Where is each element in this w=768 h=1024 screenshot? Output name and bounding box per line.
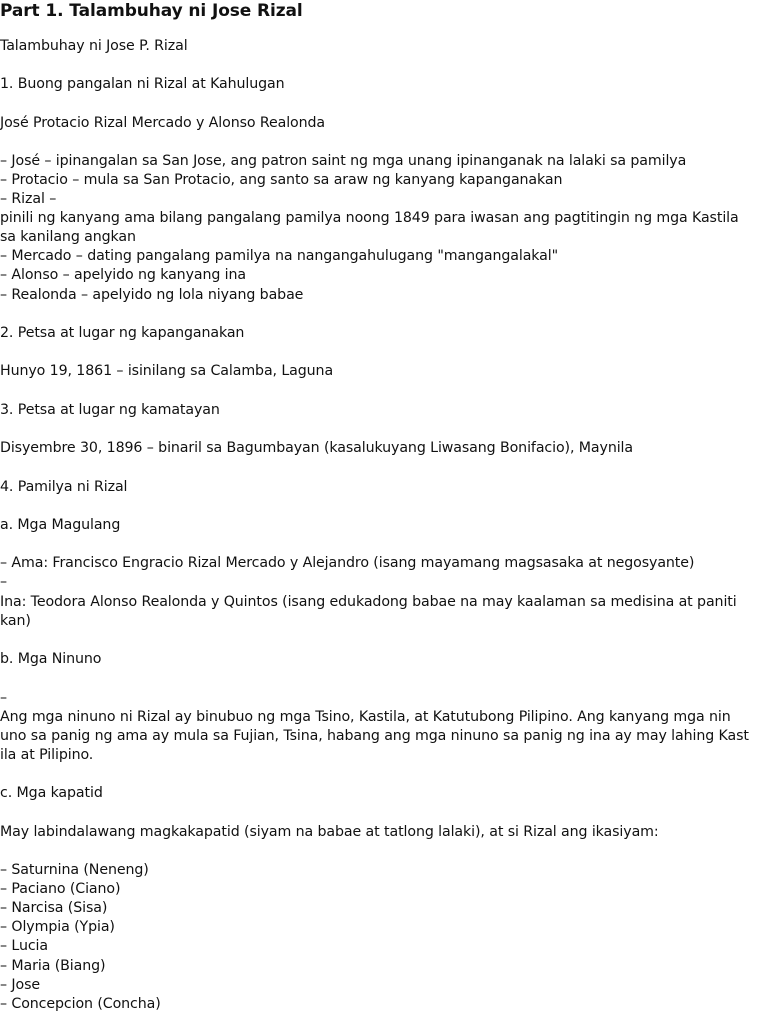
name-meaning-line: pinili ng kanyang ama bilang pangalang pamilya noong 1849 para iwasan ang pagtitingin ng mga Kastila bbox=[0, 210, 739, 226]
ancestors-line: – bbox=[0, 690, 7, 706]
sibling-item: – Narcisa (Sisa) bbox=[0, 900, 108, 916]
birth-info: Hunyo 19, 1861 – isinilang sa Calamba, Laguna bbox=[0, 363, 334, 379]
name-meaning-line: – Mercado – dating pangalang pamilya na nangangahulugang "mangangalakal" bbox=[0, 248, 559, 264]
sibling-item: – Maria (Biang) bbox=[0, 958, 106, 974]
sibling-item: – Saturnina (Neneng) bbox=[0, 862, 149, 878]
sibling-item: – Concepcion (Concha) bbox=[0, 996, 161, 1012]
name-meaning-line: – Realonda – apelyido ng lola niyang babae bbox=[0, 287, 304, 303]
parents-line: kan) bbox=[0, 613, 31, 629]
parents-line: – Ama: Francisco Engracio Rizal Mercado y Alejandro (isang mayamang magsasaka at negosyante) bbox=[0, 555, 695, 571]
parents-line: – bbox=[0, 574, 7, 590]
sibling-item: – Olympia (Ypia) bbox=[0, 919, 115, 935]
ancestors-line: ila at Pilipino. bbox=[0, 747, 94, 763]
sibling-item: – Lucia bbox=[0, 938, 48, 954]
death-info: Disyembre 30, 1896 – binaril sa Bagumbayan (kasalukuyang Liwasang Bonifacio), Maynila bbox=[0, 440, 633, 456]
subheading-parents: a. Mga Magulang bbox=[0, 517, 121, 533]
name-meaning-line: – Rizal – bbox=[0, 191, 57, 207]
sibling-item: – Jose bbox=[0, 977, 40, 993]
section-heading-2: 2. Petsa at lugar ng kapanganakan bbox=[0, 325, 245, 341]
section-heading-3: 3. Petsa at lugar ng kamatayan bbox=[0, 402, 220, 418]
page-title: Part 1. Talambuhay ni Jose Rizal bbox=[0, 1, 303, 21]
subheading-siblings: c. Mga kapatid bbox=[0, 785, 103, 801]
name-meaning-line: – José – ipinangalan sa San Jose, ang patron saint ng mga unang ipinanganak na lalaki sa pamilya bbox=[0, 153, 687, 169]
ancestors-line: Ang mga ninuno ni Rizal ay binubuo ng mga Tsino, Kastila, at Katutubong Pilipino. Ang kanyang mga nin bbox=[0, 709, 731, 725]
section-heading-4: 4. Pamilya ni Rizal bbox=[0, 479, 128, 495]
name-meaning-line: – Protacio – mula sa San Protacio, ang santo sa araw ng kanyang kapanganakan bbox=[0, 172, 563, 188]
section-heading-1: 1. Buong pangalan ni Rizal at Kahulugan bbox=[0, 76, 285, 92]
siblings-intro: May labindalawang magkakapatid (siyam na babae at tatlong lalaki), at si Rizal ang ikasiyam: bbox=[0, 824, 659, 840]
parents-line: Ina: Teodora Alonso Realonda y Quintos (isang edukadong babae na may kaalaman sa medisina at paniti bbox=[0, 594, 737, 610]
document-subtitle: Talambuhay ni Jose P. Rizal bbox=[0, 38, 188, 54]
name-meaning-line: sa kanilang angkan bbox=[0, 229, 136, 245]
ancestors-line: uno sa panig ng ama ay mula sa Fujian, Tsina, habang ang mga ninuno sa panig ng ina ay may lahing Kast bbox=[0, 728, 749, 744]
subheading-ancestors: b. Mga Ninuno bbox=[0, 651, 102, 667]
full-name: José Protacio Rizal Mercado y Alonso Realonda bbox=[0, 115, 326, 131]
name-meaning-line: – Alonso – apelyido ng kanyang ina bbox=[0, 267, 246, 283]
sibling-item: – Paciano (Ciano) bbox=[0, 881, 121, 897]
